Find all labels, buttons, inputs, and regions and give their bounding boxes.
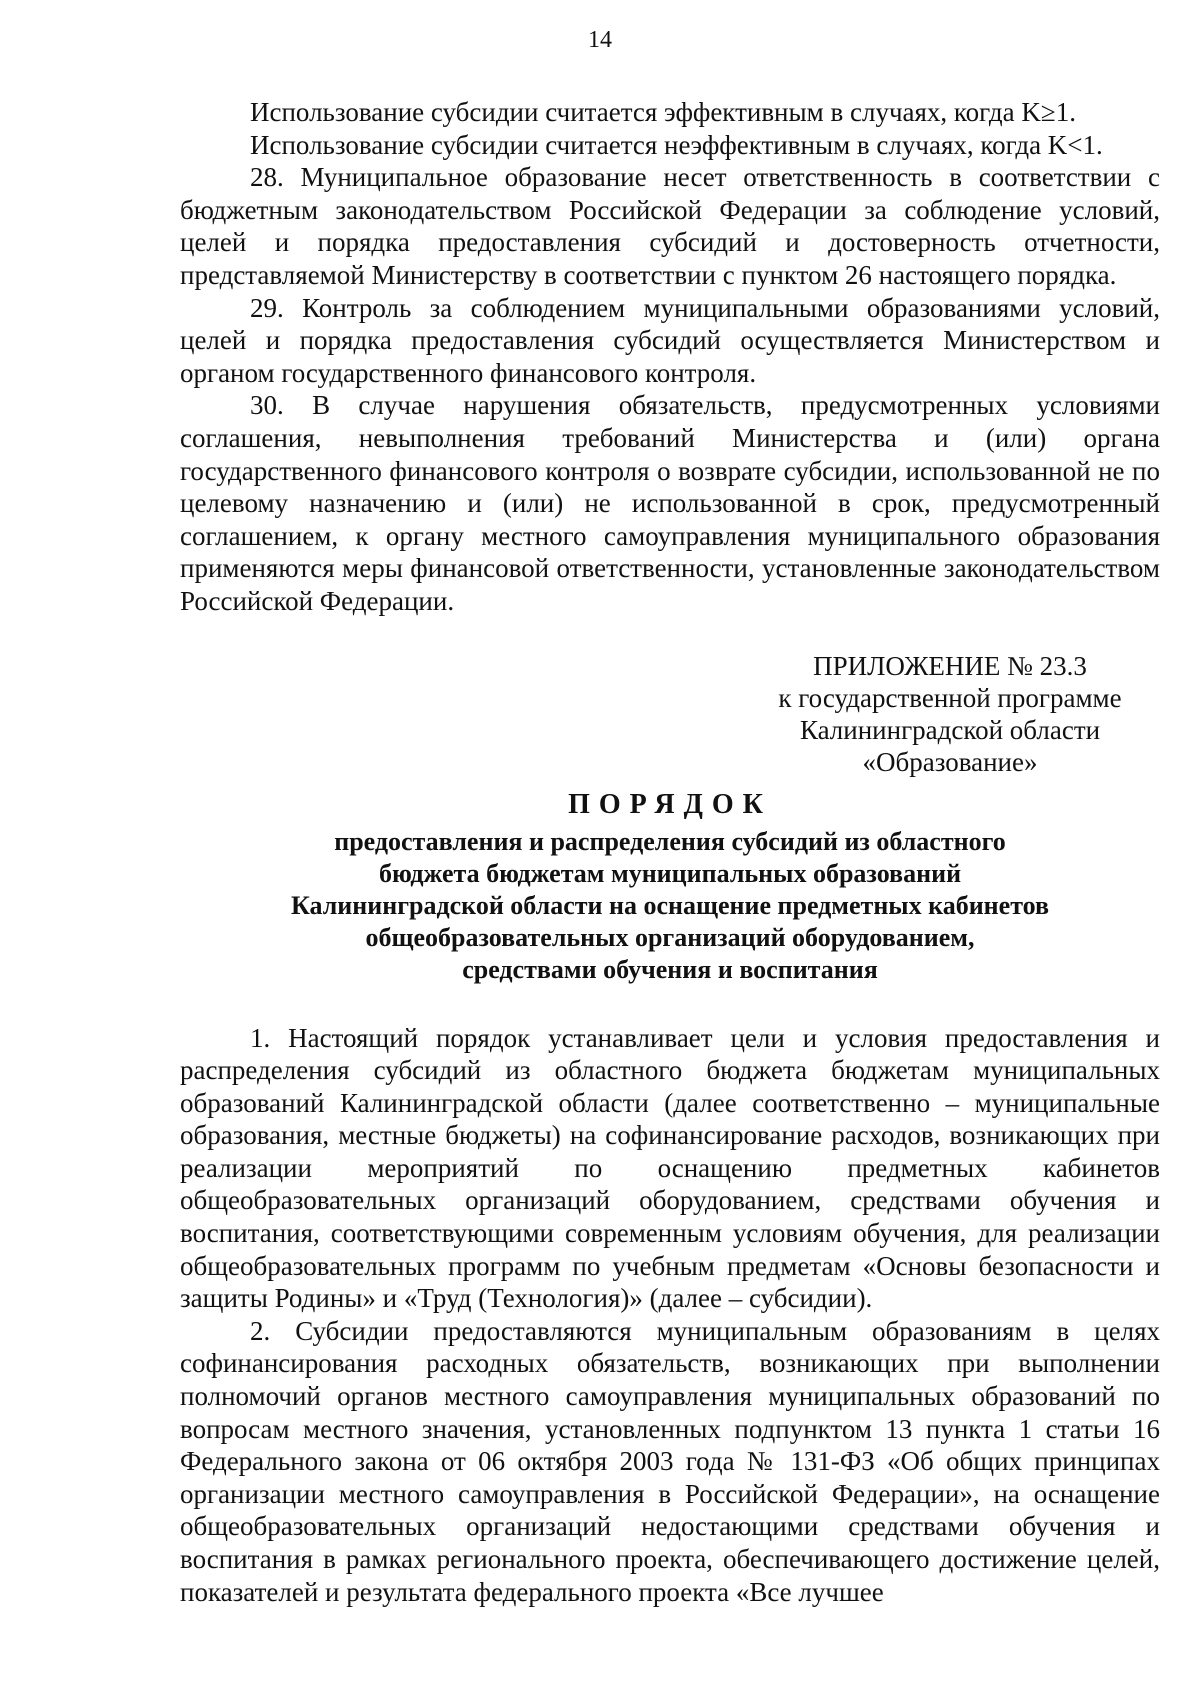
appendix-header: [740, 650, 1160, 778]
paragraph-1: 1. Настоящий порядок устанавливает цели и условия предоставления и распределения субсидий из областного бюджета бюджетам муниципальных образований Калининградской области (далее соответственно – муниципальные образования, местные бюджеты) на софинансирование расходов, возникающих при реализации мероприятий по оснащению предметных кабинетов общеобразовательных организаций оборудованием, средствами обучения и воспитания, соответствующими современным условиям обучения, для реализации общеобразовательных программ по учебным предметам «Основы безопасности и защиты Родины» и «Труд (Технология)» (далее – субсидии).: [180, 1022, 1160, 1314]
appendix-line-2: Калининградской области: [799, 714, 1101, 745]
paragraph-inefficiency: Использование субсидии считается неэффективным в случаях, когда K<1.: [250, 129, 1103, 160]
appendix-line-1: к государственной программе: [778, 682, 1122, 713]
appendix-line-3: «Образование»: [862, 746, 1038, 777]
subtitle-line-4: общеобразовательных организаций оборудованием,: [365, 922, 975, 952]
paragraph-28: 28. Муниципальное образование несет ответственность в соответствии с бюджетным законодательством Российской Федерации за соблюдение условий, целей и порядка предоставления субсидий и достоверность отчетности, представляемой Министерству в соответствии с пунктом 26 настоящего порядка.: [180, 162, 1160, 290]
subtitle-line-3: Калининградской области на оснащение предметных кабинетов: [290, 890, 1050, 920]
paragraph-efficiency: Использование субсидии считается эффективным в случаях, когда K≥1.: [250, 97, 1076, 127]
document-title: ПОРЯДОК: [568, 788, 772, 820]
document-subtitle: [180, 826, 1160, 986]
order-body: [180, 1022, 1160, 1609]
appendix-title: ПРИЛОЖЕНИЕ № 23.3: [813, 650, 1087, 681]
paragraph-2: 2. Субсидии предоставляются муниципальным образованиям в целях софинансирования расходных обязательств, возникающих при выполнении полномочий органов местного самоуправления муниципальных образований по вопросам местного значения, установленных подпунктом 13 пункта 1 статьи 16 Федерального закона от 06 октября 2003 года № 131-ФЗ «Об общих принципах организации местного самоуправления в Российской Федерации», на оснащение общеобразовательных организаций недостающими средствами обучения и воспитания в рамках регионального проекта, обеспечивающего достижение целей, показателей и результата федерального проекта «Все лучшее: [180, 1315, 1160, 1607]
document-body: [180, 96, 1160, 1608]
page-number: 14: [588, 27, 612, 53]
paragraph-29: 29. Контроль за соблюдением муниципальными образованиями условий, целей и порядка предоставления субсидий осуществляется Министерством и органом государственного финансового контроля.: [180, 292, 1160, 388]
paragraph-30: 30. В случае нарушения обязательств, предусмотренных условиями соглашения, невыполнения требований Министерства и (или) органа государственного финансового контроля о возврате субсидии, использованной не по целевому назначению и (или) не использованной в срок, предусмотренный соглашением, к органу местного самоуправления муниципального образования применяются меры финансовой ответственности, установленные законодательством Российской Федерации.: [180, 390, 1160, 616]
subtitle-line-2: бюджета бюджетам муниципальных образований: [378, 858, 962, 888]
subtitle-line-5: средствами обучения и воспитания: [462, 954, 878, 984]
subtitle-line-1: предоставления и распределения субсидий из областного: [334, 826, 1006, 856]
